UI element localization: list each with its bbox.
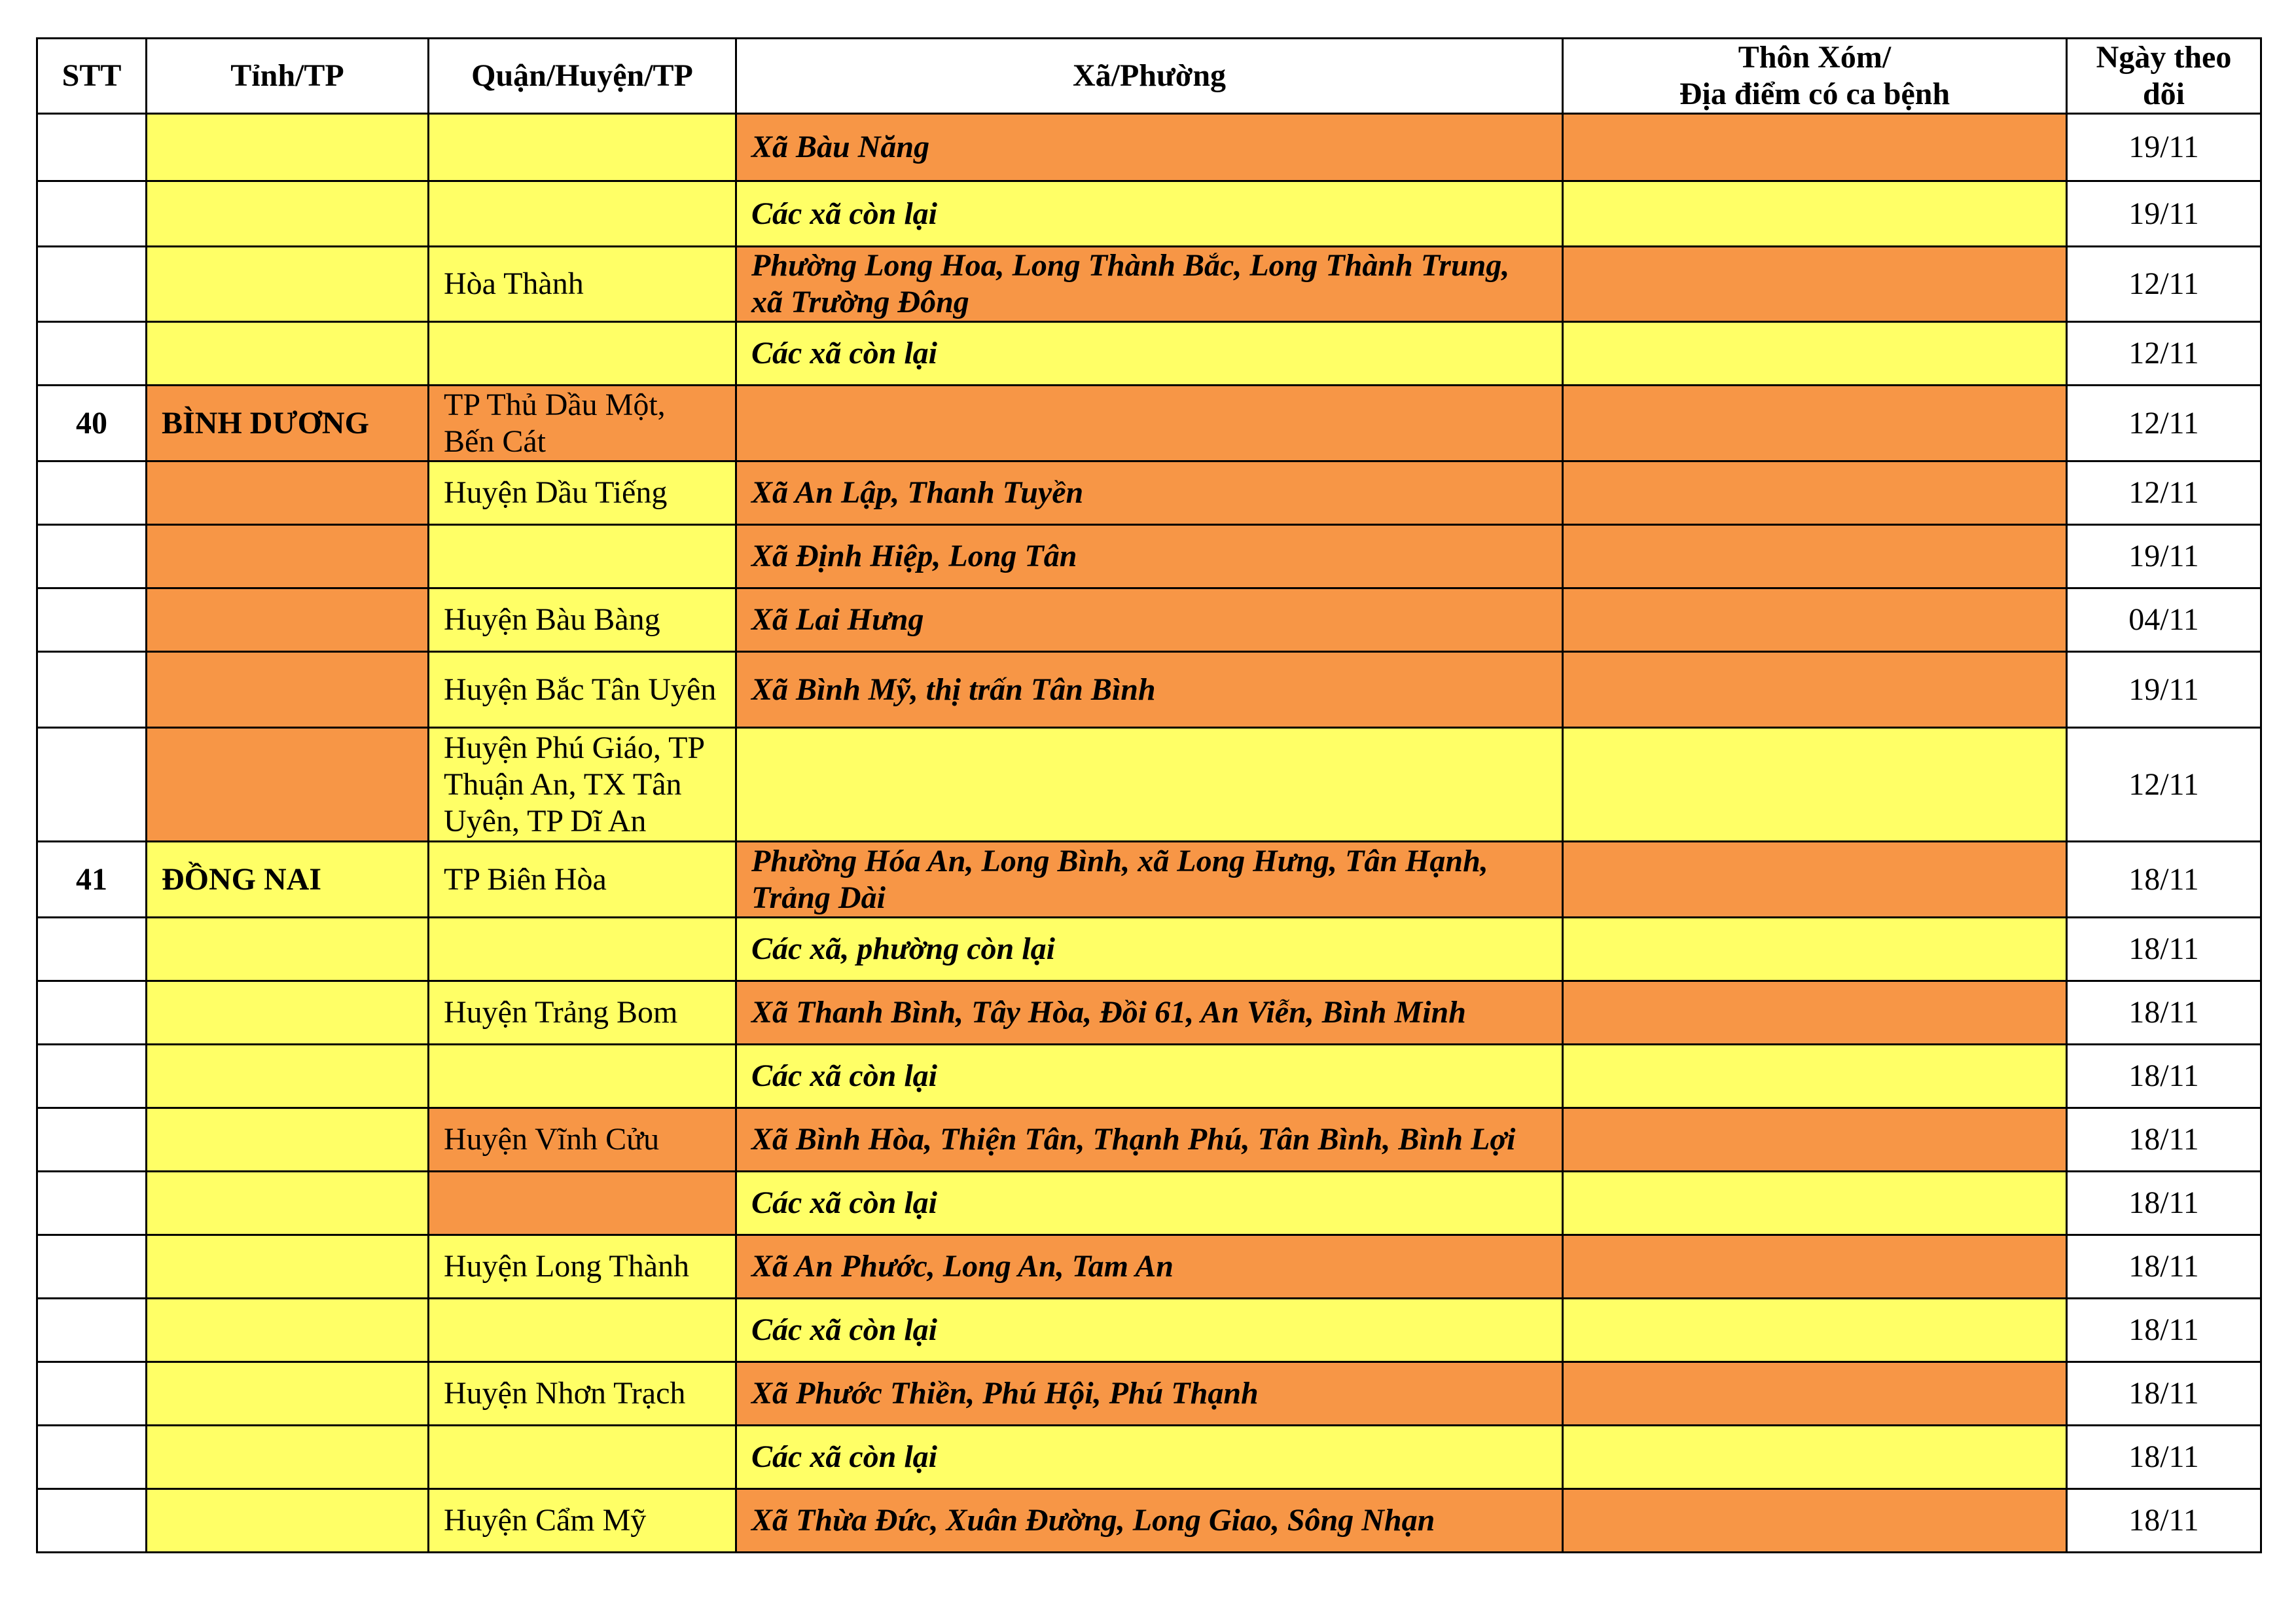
cell-tinh: BÌNH DƯƠNG [147, 386, 429, 461]
cell-ngay: 12/11 [2067, 461, 2261, 525]
cell-thon [1563, 1299, 2067, 1362]
cell-huyen: Huyện Long Thành [429, 1235, 736, 1299]
table-row [37, 728, 2261, 842]
cell-tinh [147, 1362, 429, 1426]
header-ngay: Ngày theo dõi [2067, 39, 2261, 114]
cell-stt: 41 [37, 842, 147, 918]
cell-thon [1563, 1045, 2067, 1108]
cell-thon [1563, 728, 2067, 842]
cell-huyen: Huyện Bắc Tân Uyên [429, 652, 736, 728]
cell-stt [37, 918, 147, 981]
cell-ngay: 18/11 [2067, 1235, 2261, 1299]
cell-stt [37, 1426, 147, 1489]
cell-xa [736, 386, 1563, 461]
table-row [37, 322, 2261, 386]
cell-tinh [147, 1172, 429, 1235]
cell-xa: Xã Lai Hưng [736, 588, 1563, 652]
cell-xa: Xã Định Hiệp, Long Tân [736, 525, 1563, 588]
cell-huyen [429, 1426, 736, 1489]
cell-huyen: TP Biên Hòa [429, 842, 736, 918]
cell-stt [37, 1235, 147, 1299]
cell-thon [1563, 181, 2067, 247]
cell-thon [1563, 1235, 2067, 1299]
cell-tinh [147, 1426, 429, 1489]
header-xa: Xã/Phường [736, 39, 1563, 114]
cell-ngay: 12/11 [2067, 322, 2261, 386]
cell-tinh [147, 525, 429, 588]
table-row [37, 981, 2261, 1045]
cell-huyen: Huyện Dầu Tiếng [429, 461, 736, 525]
header-thon: Thôn Xóm/ Địa điểm có ca bệnh [1563, 39, 2067, 114]
cell-ngay: 18/11 [2067, 842, 2261, 918]
cell-thon [1563, 588, 2067, 652]
cell-huyen: Huyện Bàu Bàng [429, 588, 736, 652]
cell-huyen [429, 1045, 736, 1108]
cell-tinh [147, 728, 429, 842]
cell-thon [1563, 842, 2067, 918]
cell-tinh [147, 588, 429, 652]
table-row [37, 461, 2261, 525]
cell-stt [37, 1108, 147, 1172]
table-row [37, 1489, 2261, 1553]
cell-ngay: 19/11 [2067, 652, 2261, 728]
table-row [37, 1426, 2261, 1489]
cell-stt [37, 652, 147, 728]
cell-stt [37, 322, 147, 386]
cell-tinh [147, 1489, 429, 1553]
cell-tinh [147, 1108, 429, 1172]
cell-thon [1563, 114, 2067, 181]
cell-thon [1563, 652, 2067, 728]
cell-xa: Phường Hóa An, Long Bình, xã Long Hưng, Tân Hạnh, Trảng Dài [736, 842, 1563, 918]
cell-stt [37, 1299, 147, 1362]
cell-huyen [429, 1299, 736, 1362]
cell-xa: Xã Bình Mỹ, thị trấn Tân Bình [736, 652, 1563, 728]
cell-stt [37, 1045, 147, 1108]
cell-thon [1563, 918, 2067, 981]
table-row [37, 181, 2261, 247]
cell-xa [736, 728, 1563, 842]
cell-xa: Các xã còn lại [736, 1299, 1563, 1362]
cell-huyen [429, 525, 736, 588]
cell-tinh: ĐỒNG NAI [147, 842, 429, 918]
cell-ngay: 12/11 [2067, 386, 2261, 461]
cell-xa: Xã Thanh Bình, Tây Hòa, Đồi 61, An Viễn, Bình Minh [736, 981, 1563, 1045]
cell-xa: Xã Thừa Đức, Xuân Đường, Long Giao, Sông Nhạn [736, 1489, 1563, 1553]
cell-thon [1563, 461, 2067, 525]
cell-thon [1563, 525, 2067, 588]
cell-xa: Xã An Lập, Thanh Tuyền [736, 461, 1563, 525]
cell-thon [1563, 1489, 2067, 1553]
cell-thon [1563, 322, 2067, 386]
table-body [37, 114, 2261, 1553]
cell-thon [1563, 1108, 2067, 1172]
cell-xa: Xã Bàu Năng [736, 114, 1563, 181]
cell-ngay: 19/11 [2067, 114, 2261, 181]
cell-xa: Các xã còn lại [736, 1172, 1563, 1235]
cell-stt [37, 461, 147, 525]
cell-ngay: 12/11 [2067, 247, 2261, 322]
cell-ngay: 18/11 [2067, 1426, 2261, 1489]
cell-thon [1563, 981, 2067, 1045]
cell-stt [37, 247, 147, 322]
cell-tinh [147, 1045, 429, 1108]
cell-stt [37, 114, 147, 181]
covid-zone-table [36, 37, 2262, 1553]
cell-huyen: Hòa Thành [429, 247, 736, 322]
cell-xa: Các xã còn lại [736, 181, 1563, 247]
cell-xa: Phường Long Hoa, Long Thành Bắc, Long Thành Trung, xã Trường Đông [736, 247, 1563, 322]
cell-tinh [147, 981, 429, 1045]
table-row [37, 1235, 2261, 1299]
header-stt: STT [37, 39, 147, 114]
cell-ngay: 18/11 [2067, 1299, 2261, 1362]
cell-huyen: Huyện Phú Giáo, TP Thuận An, TX Tân Uyên, TP Dĩ An [429, 728, 736, 842]
cell-ngay: 19/11 [2067, 181, 2261, 247]
cell-stt [37, 588, 147, 652]
cell-xa: Xã An Phước, Long An, Tam An [736, 1235, 1563, 1299]
cell-stt [37, 1362, 147, 1426]
table-row [37, 386, 2261, 461]
header-huyen: Quận/Huyện/TP [429, 39, 736, 114]
cell-thon [1563, 1426, 2067, 1489]
table-row [37, 1362, 2261, 1426]
cell-huyen [429, 322, 736, 386]
table-row [37, 588, 2261, 652]
cell-huyen: TP Thủ Dầu Một, Bến Cát [429, 386, 736, 461]
table-row [37, 1108, 2261, 1172]
cell-thon [1563, 247, 2067, 322]
cell-xa: Các xã còn lại [736, 1426, 1563, 1489]
cell-huyen: Huyện Vĩnh Cửu [429, 1108, 736, 1172]
cell-xa: Xã Phước Thiền, Phú Hội, Phú Thạnh [736, 1362, 1563, 1426]
cell-stt [37, 728, 147, 842]
cell-ngay: 18/11 [2067, 981, 2261, 1045]
cell-huyen [429, 114, 736, 181]
cell-ngay: 19/11 [2067, 525, 2261, 588]
cell-stt [37, 181, 147, 247]
cell-stt [37, 1489, 147, 1553]
cell-huyen: Huyện Cẩm Mỹ [429, 1489, 736, 1553]
cell-huyen: Huyện Nhơn Trạch [429, 1362, 736, 1426]
table-row [37, 652, 2261, 728]
header-tinh: Tỉnh/TP [147, 39, 429, 114]
table-row [37, 918, 2261, 981]
table-row [37, 1172, 2261, 1235]
cell-tinh [147, 461, 429, 525]
cell-ngay: 18/11 [2067, 1108, 2261, 1172]
table-row [37, 525, 2261, 588]
cell-xa: Các xã còn lại [736, 322, 1563, 386]
cell-stt [37, 981, 147, 1045]
cell-stt [37, 525, 147, 588]
cell-huyen [429, 181, 736, 247]
cell-ngay: 18/11 [2067, 1362, 2261, 1426]
table-row [37, 1045, 2261, 1108]
cell-huyen: Huyện Trảng Bom [429, 981, 736, 1045]
table-row [37, 114, 2261, 181]
cell-tinh [147, 1235, 429, 1299]
cell-ngay: 18/11 [2067, 1045, 2261, 1108]
cell-huyen [429, 918, 736, 981]
cell-xa: Xã Bình Hòa, Thiện Tân, Thạnh Phú, Tân Bình, Bình Lợi [736, 1108, 1563, 1172]
table-row [37, 842, 2261, 918]
cell-thon [1563, 1172, 2067, 1235]
cell-ngay: 18/11 [2067, 1172, 2261, 1235]
cell-tinh [147, 652, 429, 728]
cell-thon [1563, 386, 2067, 461]
cell-tinh [147, 918, 429, 981]
cell-stt [37, 1172, 147, 1235]
table-row [37, 247, 2261, 322]
cell-tinh [147, 181, 429, 247]
cell-ngay: 04/11 [2067, 588, 2261, 652]
cell-tinh [147, 114, 429, 181]
cell-ngay: 18/11 [2067, 918, 2261, 981]
cell-xa: Các xã, phường còn lại [736, 918, 1563, 981]
header-row [37, 39, 2261, 114]
cell-huyen [429, 1172, 736, 1235]
cell-tinh [147, 322, 429, 386]
cell-ngay: 12/11 [2067, 728, 2261, 842]
cell-tinh [147, 1299, 429, 1362]
cell-stt: 40 [37, 386, 147, 461]
cell-ngay: 18/11 [2067, 1489, 2261, 1553]
table-row [37, 1299, 2261, 1362]
cell-xa: Các xã còn lại [736, 1045, 1563, 1108]
cell-thon [1563, 1362, 2067, 1426]
cell-tinh [147, 247, 429, 322]
